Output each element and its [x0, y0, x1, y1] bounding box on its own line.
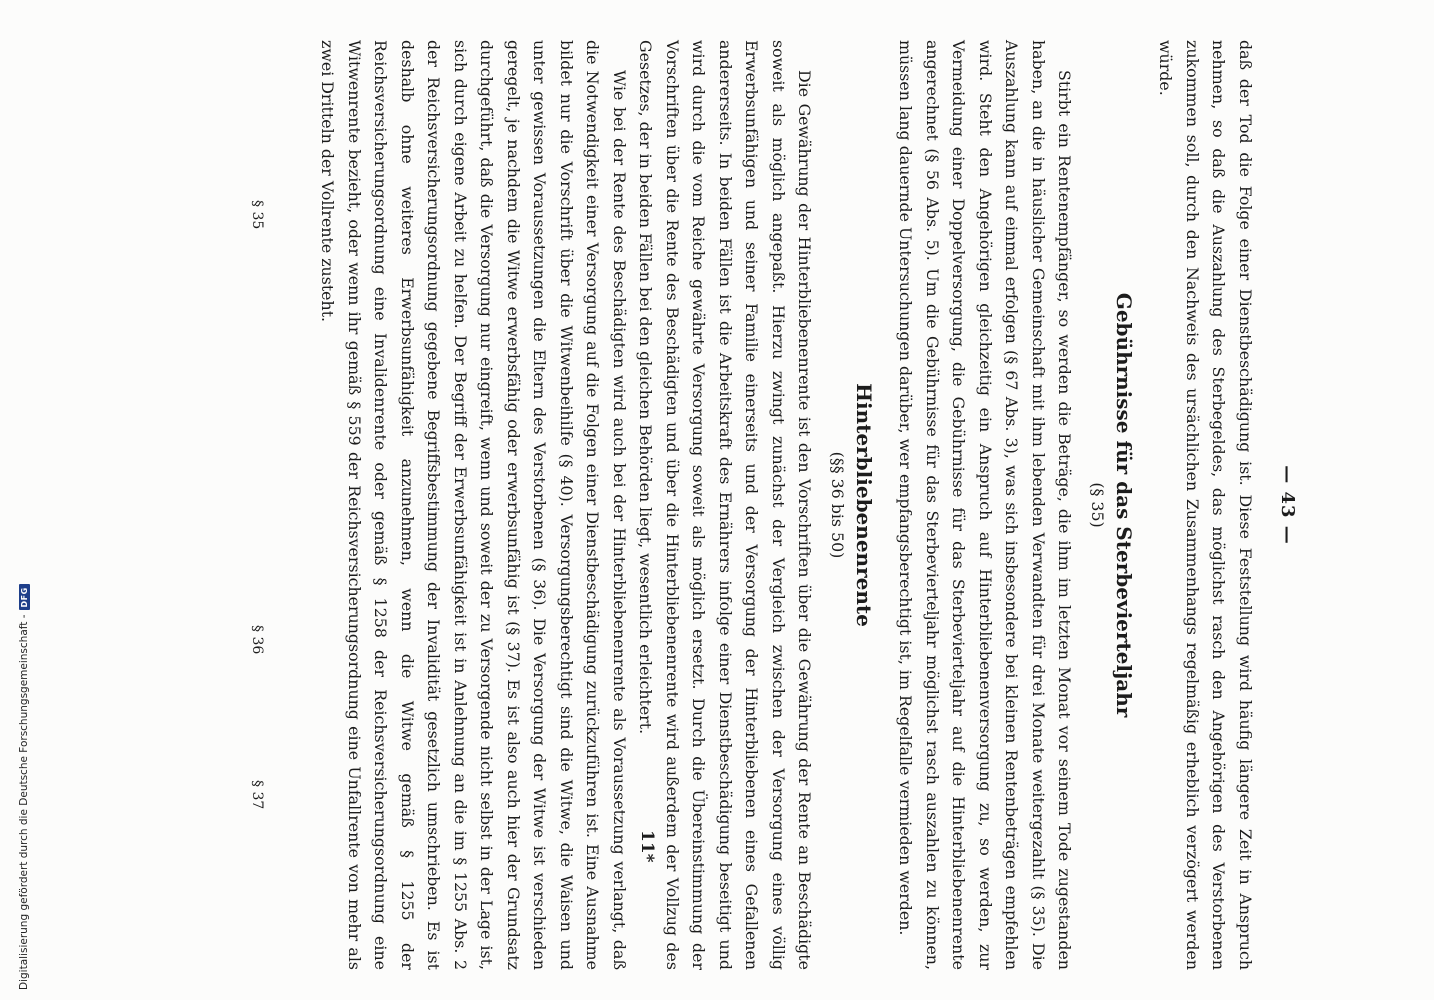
section-ref-35: (§ 35)	[1088, 482, 1107, 528]
intro-paragraph: daß der Tod die Folge einer Dienstbeschädigung ist. Diese Feststellung wird häufig längere Zeit in Anspruch nehmen, so daß die Auszahlung des Sterbegeldes, das möglichst rasch den Angehörigen des Verstorbenen zukommen soll, durch den Nachweis des ursächlichen Zusammenhangs regelmäßig erheblich verzögert werden würde.	[1156, 40, 1255, 970]
section-heading-sterbevierteljahr: Gebührnisse für das Sterbevierteljahr	[1112, 292, 1136, 718]
paragraph-sterbevierteljahr: Stirbt ein Rentenempfänger, so werden die Beträge, die ihm im letzten Monat vor seinem Tode zugestanden haben, an die in häuslicher Gemeinschaft mit ihm lebenden Verwandten für drei Monate weitergezahlt (§ 35). Die Auszahlung kann auf einmal erfolgen (§ 67 Abs. 3), was sich insbesondere bei kleinen Rentenbeträgen empfehlen wird. Steht den Angehörigen gleichzeitig ein Anspruch auf Hinterbliebenenversorgung zu, so werden, zur Vermeidung einer Doppelversorgung, die Gebührnisse für das Sterbevierteljahr auf die Hinterbliebenenrente angerechnet (§ 56 Abs. 5). Um die Gebührnisse für das Sterbevierteljahr möglichst rasch auszahlen zu können, müssen lang dauernde Untersuchungen darüber, wer empfangsberechtigt ist, im Regelfalle vermieden werden.	[896, 40, 1075, 970]
printer-signature: 11*	[637, 830, 657, 863]
rotated-print-area	[170, 40, 1300, 970]
margin-note-36: § 36	[249, 625, 265, 655]
section-ref-36-50: (§§ 36 bis 50)	[828, 451, 847, 559]
dfg-logo-icon: DFG	[19, 584, 30, 610]
attribution-text: Digitalisierung gefördert durch die Deutsche Forschungsgemeinschaft -	[18, 614, 30, 990]
section-heading-hinterbliebenenrente: Hinterbliebenenrente	[852, 383, 876, 627]
paragraph-hinterbliebenenrente-1: Die Gewährung der Hinterbliebenenrente ist den Vorschriften über die Gewährung der Rente an Beschädigte soweit als möglich angepaßt. Hierzu zwingt zunächst der Vergleich zwischen der Versorgung eines völlig Erwerbsunfähigen und seiner Familie einerseits und der Versorgung der Hinterbliebenen eines Gefallenen andererseits. In beiden Fällen ist die Arbeitskraft des Ernährers infolge einer Dienstbeschädigung beseitigt und wird durch die vom Reiche gewährte Versorgung soweit als möglich ersetzt. Durch die Übereinstimmung der Vorschriften über die Rente des Beschädigten und über die Hinterbliebenenrente wird außerdem der Vollzug des Gesetzes, der in beiden Fällen bei den gleichen Behörden liegt, wesentlich erleichtert.	[636, 40, 815, 970]
text-column	[314, 40, 1258, 970]
paragraph-hinterbliebenenrente-2: Wie bei der Rente des Beschädigten wird auch bei der Hinterbliebenenrente als Voraussetzung verlangt, daß die Notwendigkeit einer Versorgung auf die Folgen einer Dienstbeschädigung zurückzuführen ist. Eine Ausnahme bildet nur die Vorschrift über die Witwenbeihilfe (§ 40). Versorgungsberechtigt sind die Witwe, die Waisen und unter gewissen Voraussetzungen die Eltern des Verstorbenen (§ 36). Die Versorgung der Witwe ist verschieden geregelt, je nachdem die Witwe erwerbsfähig oder erwerbsunfähig ist (§ 37). Es ist also auch hier der Grundsatz durchgeführt, daß die Versorgung nur eingreift, wenn und soweit der zu Versorgende nicht selbst in der Lage ist, sich durch eigene Arbeit zu helfen. Der Begriff der Erwerbsunfähigkeit ist in Anlehnung an die im § 1255 Abs. 2 der Reichsversicherungsordnung gegebene Begriffsbestimmung der Invalidität gesetzlich umschrieben. Es ist deshalb ohne weiteres Erwerbsunfähigkeit anzunehmen, wenn die Witwe gemäß § 1255 der Reichsversicherungsordnung eine Invalidenrente oder gemäß § 1258 der Reichsversicherungsordnung eine Witwenrente bezieht, oder wenn ihr gemäß § 559 der Reichsversicherungsordnung eine Unfallrente von mehr als zwei Dritteln der Vollrente zusteht.	[318, 40, 629, 970]
digitization-attribution	[18, 584, 30, 990]
margin-note-37: § 37	[249, 780, 265, 810]
margin-note-35: § 35	[249, 200, 265, 230]
page-number: — 43 —	[1277, 465, 1298, 545]
